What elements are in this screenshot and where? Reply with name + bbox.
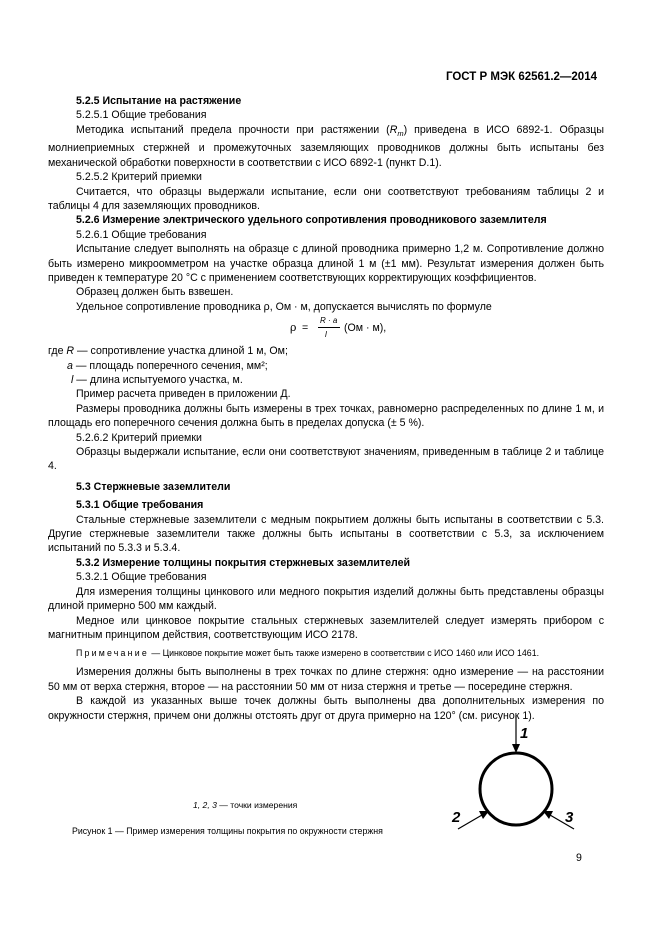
formula-unit: (Ом · м),: [344, 322, 387, 335]
formula-equals: =: [302, 322, 309, 335]
figure-legend: 1, 2, 3 — точки измерения: [193, 800, 298, 810]
note-title: Примечание: [76, 648, 149, 659]
symbol-where-r: R: [66, 345, 75, 358]
page-number: 9: [576, 852, 582, 864]
text-run: ) приведена в ИСО 6892-1. Образцы молниеприемных стержней и промежуточных заземляющих проводников должны быть испытаны без механической обработки поверхности в соответствии с ИСО 6892-1 (пункт D.1).: [48, 123, 604, 169]
subscript-m: m: [397, 128, 404, 138]
section-5-3-1-heading: 5.3.1 Общие требования: [76, 499, 204, 512]
figure-caption: Рисунок 1 — Пример измерения толщины покрытия по окружности стержня: [72, 826, 383, 836]
rod-cross-section: [480, 753, 552, 825]
section-5-3-heading: 5.3 Стержневые заземлители: [76, 480, 231, 493]
where-a: a — площадь поперечного сечения, мм²;: [67, 359, 268, 372]
section-5-3-2-heading: 5.3.2 Измерение толщины покрытия стержневых заземлителей: [76, 556, 410, 569]
note: [48, 647, 604, 659]
paragraph-tensile-method: [48, 123, 604, 170]
figure-1-diagram: [440, 716, 600, 836]
formula-fraction-bar: [318, 327, 340, 328]
formula-numerator: R · a: [320, 316, 338, 326]
paragraph-weigh-sample: Образец должен быть взвешен.: [76, 286, 234, 299]
symbol-where-l: l: [71, 374, 74, 387]
paragraph-acceptance-resistivity: Образцы выдержали испытание, если они соответствуют значениям, приведенным в таблице 2 и таблице 4.: [48, 446, 604, 473]
arrow-2-shaft: [458, 815, 482, 829]
point-label-1: 1: [520, 725, 529, 742]
standard-designation: ГОСТ Р МЭК 62561.2—2014: [445, 71, 597, 83]
formula-denominator: l: [325, 330, 327, 340]
paragraph-three-points: Измерения должны быть выполнены в трех точках по длине стержня: одно измерение — на расстоянии 50 мм от верха стержня, второе — на расстоянии 50 мм от низа стержня и третье — посередине стержня.: [48, 666, 604, 693]
point-label-3: 3: [565, 809, 574, 826]
section-5-2-6-heading: 5.2.6 Измерение электрического удельного сопротивления проводникового заземлителя: [76, 214, 547, 227]
note-text: — Цинковое покрытие может быть также измерено в соответствии с ИСО 1460 или ИСО 1461.: [148, 648, 540, 659]
page-body: [48, 94, 604, 723]
symbol-r: R: [389, 123, 398, 136]
formula-rho: ρ: [290, 321, 297, 335]
paragraph-rod-general: Стальные стержневые заземлители с медным покрытием должны быть испытаны в соответствии с 5.3. Другие стержневые заземлители также должны быть испытаны в соответствии с 5.3, за исключением испытаний по 5.3.3 и 5.3.4.: [48, 513, 604, 555]
section-5-2-6-2-heading: 5.2.6.2 Критерий приемки: [76, 431, 202, 444]
section-5-2-5-heading: 5.2.5 Испытание на растяжение: [76, 95, 242, 107]
paragraph-formula-intro: Удельное сопротивление проводника ρ, Ом · м, допускается вычислять по формуле: [76, 300, 492, 313]
text-run: Методика испытаний предела прочности при растяжении (: [76, 123, 390, 136]
where-r: где R — сопротивление участка длиной 1 м, Ом;: [48, 345, 288, 358]
where-l: l — длина испытуемого участка, м.: [71, 374, 243, 387]
section-5-2-5-2-heading: 5.2.5.2 Критерий приемки: [76, 171, 202, 184]
paragraph-resistance-test: Испытание следует выполнять на образце с длиной проводника примерно 1,2 м. Сопротивление должно быть измерено микроомметром на участке образца длиной 1 м (±1 мм). Результат измерения должен быть приведен к температуре 20 °С с применением соответствующих корректирующих коэффициентов.: [48, 243, 604, 284]
symbol-where-a: a: [67, 359, 73, 372]
resistivity-formula: [48, 314, 604, 344]
legend-numbers: 1, 2, 3: [193, 800, 217, 810]
paragraph-acceptance-tensile: Считается, что образцы выдержали испытание, если они соответствуют требованиям таблицы 2 и таблицы 4 для заземляющих проводников.: [48, 185, 604, 212]
point-label-2: 2: [452, 809, 461, 826]
paragraph-magnetic-method: Медное или цинковое покрытие стальных стержневых заземлителей следует измерять прибором с магнитным принципом действия, соответствующим ИСО 2178.: [48, 614, 604, 641]
section-5-2-5-1-heading: 5.2.5.1 Общие требования: [76, 109, 207, 122]
section-5-2-6-1-heading: 5.2.6.1 Общие требования: [76, 228, 207, 241]
arrow-2-head: [479, 811, 489, 819]
section-5-3-2-1-heading: 5.3.2.1 Общие требования: [76, 571, 207, 584]
paragraph-dimensions: Размеры проводника должны быть измерены в трех точках, равномерно распределенных по длине 1 м, и площадь его поперечного сечения должна быть в пределах допуска (± 5 %).: [48, 402, 604, 430]
paragraph-example-ref: Пример расчета приведен в приложении Д.: [76, 388, 291, 401]
paragraph-samples: Для измерения толщины цинкового или медного покрытия изделий должны быть представлены образцы длиной примерно 500 мм каждый.: [48, 585, 604, 613]
arrow-3-head: [543, 811, 553, 819]
paragraph-circumference: В каждой из указанных выше точек должны быть выполнены два дополнительных измерения по окружности стержня, причем они должны отстоять друг от друга примерно на 120° (см. рисунок 1).: [48, 695, 604, 722]
